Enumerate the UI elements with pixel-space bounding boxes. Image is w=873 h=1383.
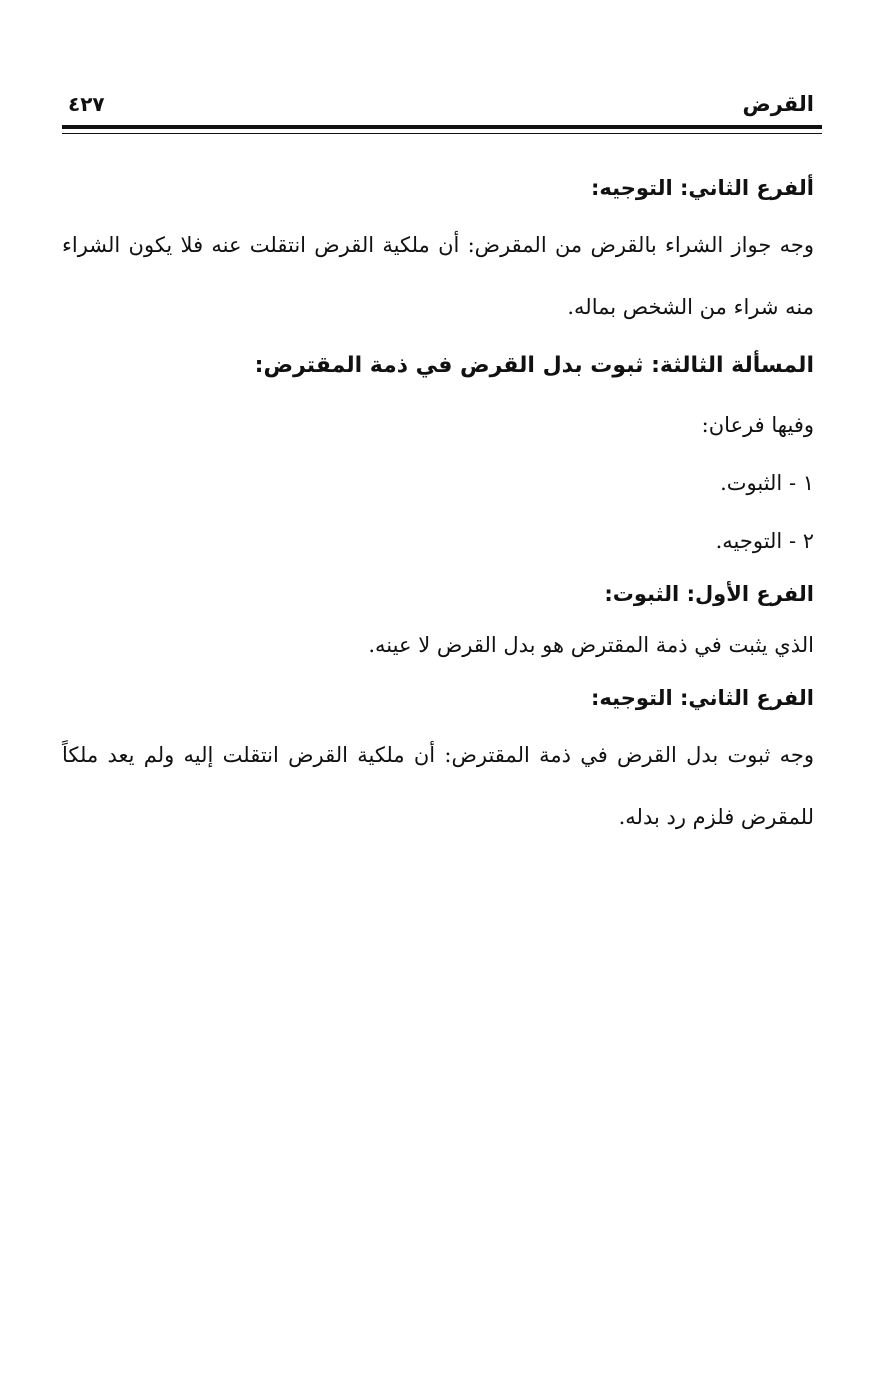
page-number: ٤٢٧ [68,92,105,116]
paragraph-purchase-justification: وجه جواز الشراء بالقرض من المقرض: أن ملكية القرض انتقلت عنه فلا يكون الشراء منه شراء من الشخص بماله. [62,233,814,319]
header-rule [62,125,822,129]
section-heading-first-branch: الفرع الأول: الثبوت: [604,582,814,606]
list-item-1: ١ - الثبوت. [720,471,814,495]
section-heading-second-branch: ألفرع الثاني: التوجيه: [591,176,814,200]
list-item-2: ٢ - التوجيه. [715,529,814,553]
issue-heading-third: المسألة الثالثة: ثبوت بدل القرض في ذمة المقترض: [254,353,814,378]
page-body [62,168,814,848]
header-rule-thin [62,133,822,134]
paragraph-substitute-justification: وجه ثبوت بدل القرض في ذمة المقترض: أن ملكية القرض انتقلت إليه ولم يعد ملكاً للمقرض فلزم رد بدله. [62,743,814,829]
running-title: القرض [742,92,814,116]
intro-line: وفيها فرعان: [701,413,814,437]
page-header [62,90,822,124]
paragraph-proof: الذي يثبت في ذمة المقترض هو بدل القرض لا عينه. [368,633,814,657]
section-heading-second-branch-2: الفرع الثاني: التوجيه: [591,686,814,710]
